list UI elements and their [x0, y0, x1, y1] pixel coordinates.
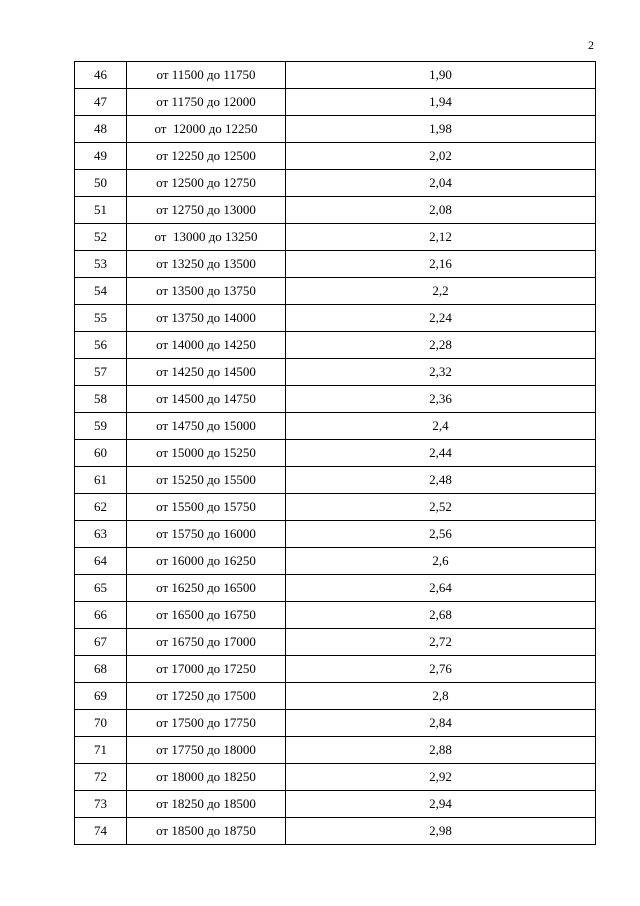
table-row: [75, 683, 596, 710]
coefficient-cell: 1,90: [286, 62, 596, 89]
coefficient-cell: 2,94: [286, 791, 596, 818]
row-number-cell: 72: [75, 764, 127, 791]
coefficient-cell: 2,52: [286, 494, 596, 521]
coefficient-cell: 1,94: [286, 89, 596, 116]
table-row: [75, 548, 596, 575]
row-number-cell: 64: [75, 548, 127, 575]
range-cell: от 15000 до 15250: [127, 440, 286, 467]
coefficient-cell: 2,02: [286, 143, 596, 170]
coefficient-cell: 2,84: [286, 710, 596, 737]
coefficient-cell: 2,28: [286, 332, 596, 359]
range-cell: от 13250 до 13500: [127, 251, 286, 278]
row-number-cell: 52: [75, 224, 127, 251]
row-number-cell: 69: [75, 683, 127, 710]
row-number-cell: 63: [75, 521, 127, 548]
range-cell: от 17250 до 17500: [127, 683, 286, 710]
range-cell: от 14000 до 14250: [127, 332, 286, 359]
coefficient-cell: 2,4: [286, 413, 596, 440]
coefficient-cell: 2,92: [286, 764, 596, 791]
coefficient-cell: 2,88: [286, 737, 596, 764]
row-number-cell: 47: [75, 89, 127, 116]
coefficient-cell: 2,6: [286, 548, 596, 575]
range-cell: от 12750 до 13000: [127, 197, 286, 224]
table-row: [75, 305, 596, 332]
coefficient-cell: 2,2: [286, 278, 596, 305]
row-number-cell: 57: [75, 359, 127, 386]
range-cell: от 11500 до 11750: [127, 62, 286, 89]
range-cell: от 11750 до 12000: [127, 89, 286, 116]
range-cell: от 18500 до 18750: [127, 818, 286, 845]
rates-table-body: [75, 62, 596, 845]
row-number-cell: 46: [75, 62, 127, 89]
coefficient-cell: 2,36: [286, 386, 596, 413]
range-cell: от 17750 до 18000: [127, 737, 286, 764]
row-number-cell: 60: [75, 440, 127, 467]
table-row: [75, 278, 596, 305]
range-cell: от 13500 до 13750: [127, 278, 286, 305]
row-number-cell: 54: [75, 278, 127, 305]
table-row: [75, 116, 596, 143]
row-number-cell: 49: [75, 143, 127, 170]
row-number-cell: 65: [75, 575, 127, 602]
row-number-cell: 51: [75, 197, 127, 224]
table-row: [75, 224, 596, 251]
coefficient-cell: 2,12: [286, 224, 596, 251]
row-number-cell: 68: [75, 656, 127, 683]
coefficient-cell: 2,64: [286, 575, 596, 602]
row-number-cell: 74: [75, 818, 127, 845]
range-cell: от 16500 до 16750: [127, 602, 286, 629]
row-number-cell: 61: [75, 467, 127, 494]
row-number-cell: 67: [75, 629, 127, 656]
range-cell: от 12250 до 12500: [127, 143, 286, 170]
coefficient-cell: 2,16: [286, 251, 596, 278]
range-cell: от 18000 до 18250: [127, 764, 286, 791]
table-row: [75, 494, 596, 521]
range-cell: от 16000 до 16250: [127, 548, 286, 575]
coefficient-cell: 1,98: [286, 116, 596, 143]
range-cell: от 16250 до 16500: [127, 575, 286, 602]
coefficient-cell: 2,24: [286, 305, 596, 332]
row-number-cell: 73: [75, 791, 127, 818]
coefficient-cell: 2,68: [286, 602, 596, 629]
row-number-cell: 55: [75, 305, 127, 332]
table-row: [75, 575, 596, 602]
table-row: [75, 737, 596, 764]
table-row: [75, 143, 596, 170]
coefficient-cell: 2,56: [286, 521, 596, 548]
row-number-cell: 70: [75, 710, 127, 737]
range-cell: от 15250 до 15500: [127, 467, 286, 494]
row-number-cell: 48: [75, 116, 127, 143]
coefficient-cell: 2,76: [286, 656, 596, 683]
coefficient-cell: 2,08: [286, 197, 596, 224]
row-number-cell: 66: [75, 602, 127, 629]
range-cell: от 12500 до 12750: [127, 170, 286, 197]
range-cell: от 15750 до 16000: [127, 521, 286, 548]
row-number-cell: 50: [75, 170, 127, 197]
range-cell: от 15500 до 15750: [127, 494, 286, 521]
table-row: [75, 89, 596, 116]
table-row: [75, 440, 596, 467]
table-row: [75, 602, 596, 629]
table-row: [75, 656, 596, 683]
range-cell: от 14250 до 14500: [127, 359, 286, 386]
rates-table: [74, 61, 596, 845]
table-row: [75, 413, 596, 440]
table-row: [75, 710, 596, 737]
table-row: [75, 629, 596, 656]
table-row: [75, 62, 596, 89]
coefficient-cell: 2,04: [286, 170, 596, 197]
table-row: [75, 359, 596, 386]
row-number-cell: 71: [75, 737, 127, 764]
row-number-cell: 53: [75, 251, 127, 278]
row-number-cell: 59: [75, 413, 127, 440]
table-row: [75, 791, 596, 818]
table-row: [75, 197, 596, 224]
range-cell: от 17000 до 17250: [127, 656, 286, 683]
table-row: [75, 764, 596, 791]
table-row: [75, 251, 596, 278]
coefficient-cell: 2,48: [286, 467, 596, 494]
range-cell: от 17500 до 17750: [127, 710, 286, 737]
table-row: [75, 467, 596, 494]
page-number: 2: [588, 38, 594, 52]
range-cell: от 12000 до 12250: [127, 116, 286, 143]
range-cell: от 14750 до 15000: [127, 413, 286, 440]
row-number-cell: 58: [75, 386, 127, 413]
coefficient-cell: 2,44: [286, 440, 596, 467]
row-number-cell: 62: [75, 494, 127, 521]
range-cell: от 13000 до 13250: [127, 224, 286, 251]
range-cell: от 18250 до 18500: [127, 791, 286, 818]
table-row: [75, 386, 596, 413]
table-row: [75, 170, 596, 197]
coefficient-cell: 2,98: [286, 818, 596, 845]
table-row: [75, 818, 596, 845]
row-number-cell: 56: [75, 332, 127, 359]
table-row: [75, 521, 596, 548]
range-cell: от 14500 до 14750: [127, 386, 286, 413]
table-row: [75, 332, 596, 359]
range-cell: от 16750 до 17000: [127, 629, 286, 656]
coefficient-cell: 2,72: [286, 629, 596, 656]
coefficient-cell: 2,8: [286, 683, 596, 710]
range-cell: от 13750 до 14000: [127, 305, 286, 332]
coefficient-cell: 2,32: [286, 359, 596, 386]
